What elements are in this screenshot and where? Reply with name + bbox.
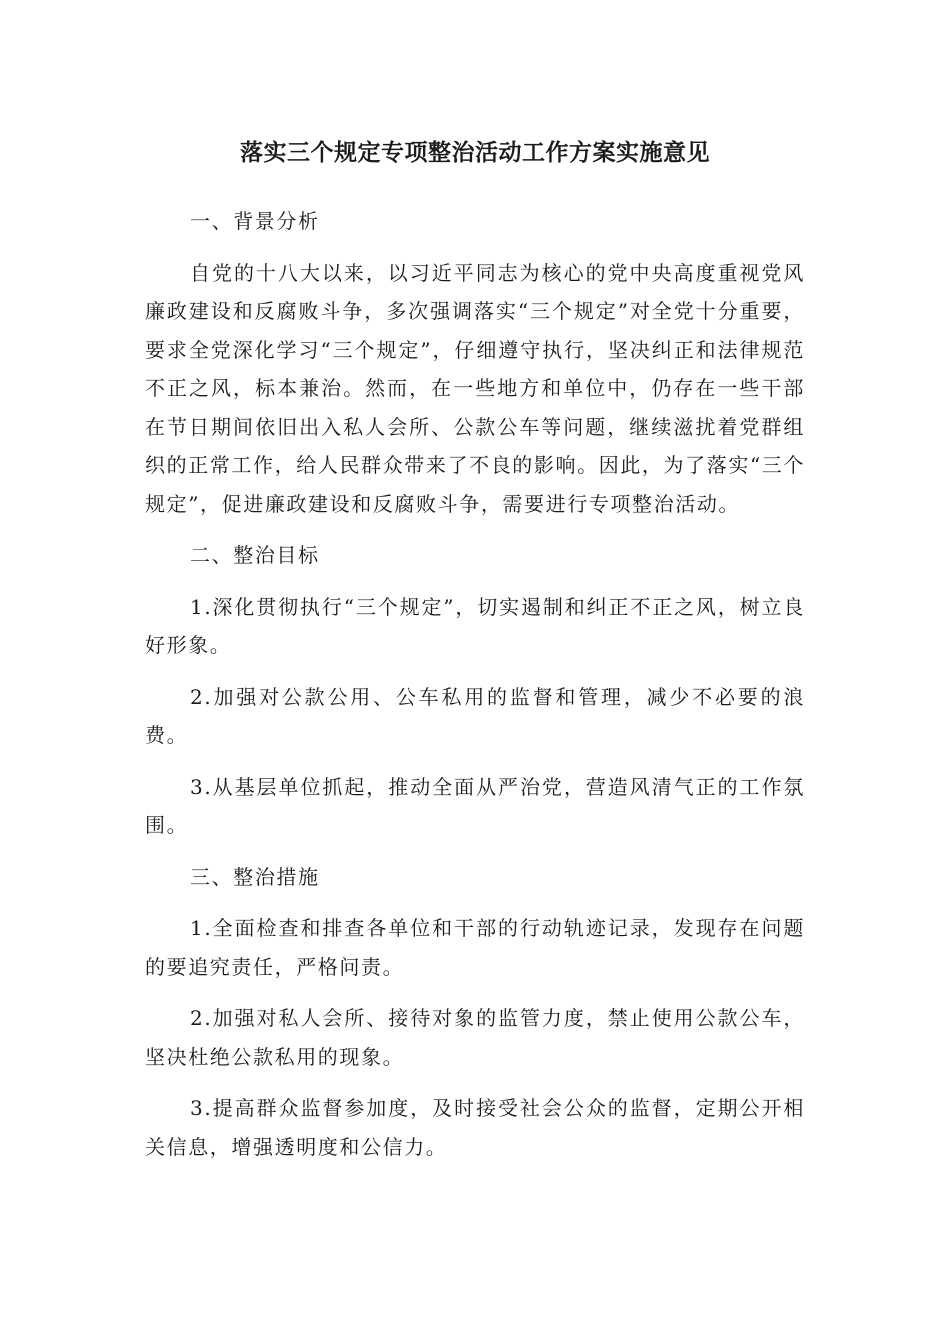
goal-item: 2.加强对公款公用、公车私用的监督和管理，减少不必要的浪费。 bbox=[145, 684, 805, 747]
section-heading-goals: 二、整治目标 bbox=[190, 543, 320, 567]
measure-item: 3.提高群众监督参加度，及时接受社会公众的监督，定期公开相关信息，增强透明度和公信力。 bbox=[145, 1096, 805, 1159]
goal-item: 1.深化贯彻执行“三个规定”，切实遏制和纠正不正之风，树立良好形象。 bbox=[145, 594, 805, 657]
measure-item: 2.加强对私人会所、接待对象的监管力度，禁止使用公款公车，坚决杜绝公款私用的现象。 bbox=[145, 1006, 805, 1069]
measure-item: 1.全面检查和排查各单位和干部的行动轨迹记录，发现存在问题的要追究责任，严格问责。 bbox=[145, 916, 805, 979]
section-heading-measures: 三、整治措施 bbox=[190, 864, 320, 889]
goal-item: 3.从基层单位抓起，推动全面从严治党，营造风清气正的工作氛围。 bbox=[145, 774, 805, 837]
document-body bbox=[145, 202, 805, 1179]
document-title: 落实三个规定专项整治活动工作方案实施意见 bbox=[240, 140, 710, 166]
section-heading-background: 一、背景分析 bbox=[190, 209, 320, 233]
background-paragraph: 自党的十八大以来，以习近平同志为核心的党中央高度重视党风廉政建设和反腐败斗争，多次强调落实“三个规定”对全党十分重要，要求全党深化学习“三个规定”，仔细遵守执行，坚决纠正和法律规范不正之风，标本兼治。然而，在一些地方和单位中，仍存在一些干部在节日期间依旧出入私人会所、公款公车等问题，继续滋扰着党群组织的正常工作，给人民群众带来了不良的影响。因此，为了落实“三个规定”，促进廉政建设和反腐败斗争，需要进行专项整治活动。 bbox=[145, 260, 805, 516]
